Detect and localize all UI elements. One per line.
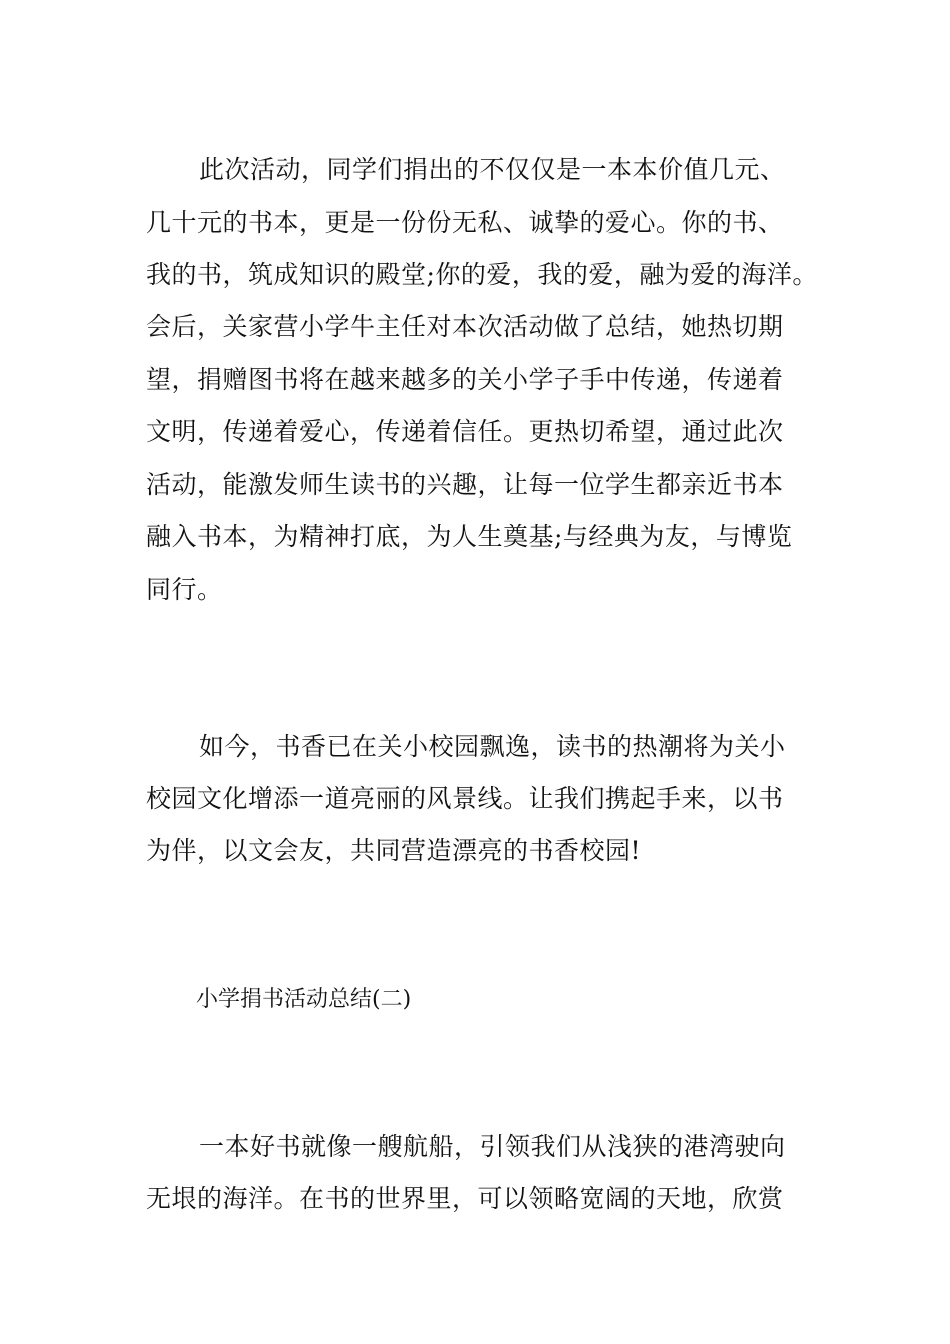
paragraph-line: 几十元的书本，更是一份份无私、诚挚的爱心。你的书、	[146, 208, 784, 237]
paragraph-line: 融入书本，为精神打底，为人生奠基;与经典为友，与博览	[146, 522, 793, 551]
paragraph-line: 无垠的海洋。在书的世界里，可以领略宽阔的天地，欣赏	[146, 1184, 784, 1213]
paragraph-line: 如今，书香已在关小校园飘逸，读书的热潮将为关小	[199, 732, 786, 761]
section-heading: 小学捐书活动总结(二)	[196, 987, 412, 1012]
paragraph-line: 望，捐赠图书将在越来越多的关小学子手中传递，传递着	[146, 365, 784, 394]
paragraph-line: 文明，传递着爱心，传递着信任。更热切希望，通过此次	[146, 417, 784, 446]
paragraph-line: 会后，关家营小学牛主任对本次活动做了总结，她热切期	[146, 312, 784, 341]
paragraph-line: 为伴，以文会友，共同营造漂亮的书香校园!	[146, 836, 642, 865]
paragraph-line: 此次活动，同学们捐出的不仅仅是一本本价值几元、	[199, 155, 786, 184]
paragraph-line: 同行。	[146, 575, 223, 604]
paragraph-line: 一本好书就像一艘航船，引领我们从浅狭的港湾驶向	[199, 1132, 786, 1161]
paragraph-line: 我的书，筑成知识的殿堂;你的爱，我的爱，融为爱的海洋。	[146, 260, 818, 289]
paragraph-line: 校园文化增添一道亮丽的风景线。让我们携起手来，以书	[146, 784, 784, 813]
paragraph-line: 活动，能激发师生读书的兴趣，让每一位学生都亲近书本	[146, 470, 784, 499]
